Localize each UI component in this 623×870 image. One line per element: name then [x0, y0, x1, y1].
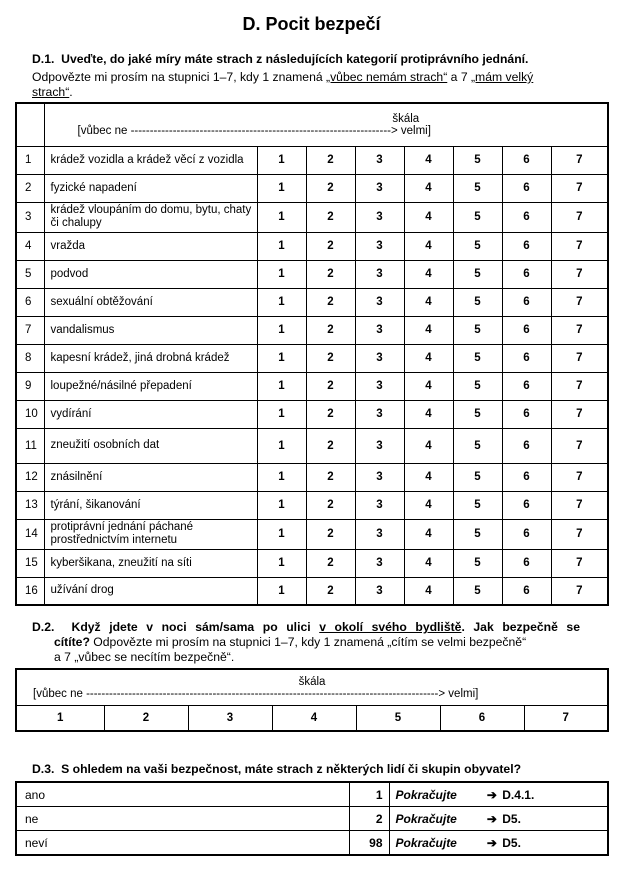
scale-option-6[interactable]: 6: [440, 705, 524, 731]
scale-option-3[interactable]: 3: [355, 344, 404, 372]
table-row: [16, 174, 608, 202]
continue-label: Pokračujte: [395, 835, 457, 850]
d3-table: [15, 781, 609, 856]
scale-option-2[interactable]: 2: [306, 288, 355, 316]
scale-option-4[interactable]: 4: [404, 232, 453, 260]
scale-option-7[interactable]: 7: [551, 400, 608, 428]
row-label: loupežné/násilné přepadení: [44, 372, 257, 400]
scale-option-2[interactable]: 2: [306, 316, 355, 344]
scale-option-3[interactable]: 3: [355, 260, 404, 288]
scale-option-7[interactable]: 7: [551, 146, 608, 174]
scale-option-4[interactable]: 4: [404, 491, 453, 519]
table-row: [16, 491, 608, 519]
scale-option-3[interactable]: 3: [355, 463, 404, 491]
scale-option-1[interactable]: 1: [257, 549, 306, 577]
row-number: 11: [16, 428, 44, 463]
scale-option-4[interactable]: 4: [404, 400, 453, 428]
scale-option-6[interactable]: 6: [502, 202, 551, 232]
table-row: [16, 463, 608, 491]
scale-option-5[interactable]: 5: [453, 577, 502, 605]
scale-option-3[interactable]: 3: [355, 577, 404, 605]
scale-option-6[interactable]: 6: [502, 519, 551, 549]
arrow-right-icon: ➔: [486, 835, 497, 850]
scale-option-2[interactable]: 2: [306, 577, 355, 605]
row-number: 8: [16, 344, 44, 372]
d2-scale-row: [16, 705, 608, 731]
scale-option-2[interactable]: 2: [306, 463, 355, 491]
row-number: 3: [16, 202, 44, 232]
scale-option-6[interactable]: 6: [502, 491, 551, 519]
row-label: týrání, šikanování: [44, 491, 257, 519]
scale-option-3[interactable]: 3: [355, 202, 404, 232]
scale-option-1[interactable]: 1: [257, 260, 306, 288]
row-number: 10: [16, 400, 44, 428]
d1-instructions: [32, 70, 592, 85]
scale-option-6[interactable]: 6: [502, 428, 551, 463]
scale-option-5[interactable]: 5: [453, 316, 502, 344]
answer-code[interactable]: 98: [349, 831, 389, 856]
d3-rows: [16, 782, 608, 855]
table-row: [16, 549, 608, 577]
goto-target: D5.: [502, 811, 521, 826]
d3-number: D.3.: [32, 762, 55, 776]
row-label: fyzické napadení: [44, 174, 257, 202]
scale-option-1[interactable]: 1: [257, 400, 306, 428]
scale-option-5[interactable]: 5: [453, 463, 502, 491]
scale-option-5[interactable]: 5: [453, 344, 502, 372]
scale-option-1[interactable]: 1: [257, 202, 306, 232]
answer-row[interactable]: [16, 831, 608, 856]
scale-option-6[interactable]: 6: [502, 146, 551, 174]
scale-option-4[interactable]: 4: [404, 288, 453, 316]
scale-option-5[interactable]: 5: [453, 146, 502, 174]
row-label: kapesní krádež, jiná drobná krádež: [44, 344, 257, 372]
d1-instr-part: a 7: [447, 70, 471, 84]
scale-option-1[interactable]: 1: [257, 146, 306, 174]
continue-instruction: [389, 831, 608, 856]
d3-question: [32, 762, 602, 777]
scale-option-6[interactable]: 6: [502, 344, 551, 372]
scale-option-5[interactable]: 5: [453, 288, 502, 316]
row-number: 12: [16, 463, 44, 491]
row-number: 6: [16, 288, 44, 316]
d2-number: D.2.: [32, 620, 55, 634]
table-row: [16, 400, 608, 428]
scale-option-4[interactable]: 4: [272, 705, 356, 731]
scale-option-7[interactable]: 7: [551, 232, 608, 260]
scale-option-1[interactable]: 1: [257, 428, 306, 463]
scale-option-1[interactable]: 1: [257, 316, 306, 344]
answer-option: ano: [16, 782, 349, 807]
d1-instructions-line2: [32, 85, 592, 100]
scale-option-6[interactable]: 6: [502, 288, 551, 316]
row-label: užívání drog: [44, 577, 257, 605]
d1-scale-line: [vůbec ne --------------------------------------------------------------------> velmi]: [77, 124, 431, 137]
d1-instr-part: .: [69, 85, 73, 99]
d1-rows: [16, 146, 608, 605]
scale-option-7[interactable]: 7: [551, 428, 608, 463]
scale-option-4[interactable]: 4: [404, 146, 453, 174]
continue-instruction: [389, 782, 608, 807]
scale-option-1[interactable]: 1: [257, 577, 306, 605]
scale-option-4[interactable]: 4: [404, 463, 453, 491]
row-label: vandalismus: [44, 316, 257, 344]
answer-row[interactable]: [16, 782, 608, 807]
row-label: krádež vloupáním do domu, bytu, chaty či chalupy: [44, 202, 257, 232]
d2-question-underlined: v okolí svého bydliště: [319, 620, 462, 634]
scale-option-5[interactable]: 5: [453, 400, 502, 428]
continue-label: Pokračujte: [395, 811, 457, 826]
scale-option-2[interactable]: 2: [306, 232, 355, 260]
arrow-right-icon: ➔: [486, 787, 497, 802]
row-label: sexuální obtěžování: [44, 288, 257, 316]
table-row: [16, 146, 608, 174]
scale-option-6[interactable]: 6: [502, 232, 551, 260]
d3-question-text: S ohledem na vaši bezpečnost, máte strach z některých lidí či skupin obyvatel?: [61, 762, 522, 776]
d1-instr-underlined: „mám velký: [470, 70, 534, 84]
scale-option-3[interactable]: 3: [355, 491, 404, 519]
scale-option-3[interactable]: 3: [355, 288, 404, 316]
scale-option-3[interactable]: 3: [355, 372, 404, 400]
scale-option-4[interactable]: 4: [404, 344, 453, 372]
row-number: 14: [16, 519, 44, 549]
section-title: D. Pocit bezpečí: [242, 14, 381, 34]
scale-option-1[interactable]: 1: [16, 705, 104, 731]
scale-option-3[interactable]: 3: [355, 174, 404, 202]
row-label: krádež vozidla a krádež věcí z vozidla: [44, 146, 257, 174]
scale-option-4[interactable]: 4: [404, 174, 453, 202]
scale-option-6[interactable]: 6: [502, 549, 551, 577]
d2-question: [32, 620, 580, 635]
scale-option-2[interactable]: 2: [306, 202, 355, 232]
scale-option-7[interactable]: 7: [551, 491, 608, 519]
scale-option-6[interactable]: 6: [502, 372, 551, 400]
scale-option-6[interactable]: 6: [502, 316, 551, 344]
scale-option-6[interactable]: 6: [502, 577, 551, 605]
scale-option-2[interactable]: 2: [306, 491, 355, 519]
goto-target: D5.: [502, 835, 521, 850]
d2-question-part: cítíte?: [54, 635, 90, 649]
scale-option-1[interactable]: 1: [257, 463, 306, 491]
scale-option-2[interactable]: 2: [306, 519, 355, 549]
scale-option-3[interactable]: 3: [355, 428, 404, 463]
d1-number: D.1.: [32, 52, 55, 66]
scale-option-1[interactable]: 1: [257, 519, 306, 549]
table-row: [16, 519, 608, 549]
row-label: podvod: [44, 260, 257, 288]
table-row: [16, 260, 608, 288]
scale-option-5[interactable]: 5: [453, 174, 502, 202]
scale-option-5[interactable]: 5: [453, 260, 502, 288]
scale-option-4[interactable]: 4: [404, 577, 453, 605]
d1-question-text: Uveďte, do jaké míry máte strach z následujících kategorií protiprávního jednání.: [61, 52, 529, 66]
d2-question-part: . Jak bezpečně se: [461, 620, 580, 634]
scale-option-5[interactable]: 5: [453, 232, 502, 260]
scale-option-5[interactable]: 5: [453, 491, 502, 519]
d2-question-part: Když jdete v noci sám/sama po ulici: [71, 620, 320, 634]
scale-option-1[interactable]: 1: [257, 491, 306, 519]
scale-option-4[interactable]: 4: [404, 316, 453, 344]
answer-option: ne: [16, 807, 349, 831]
scale-option-7[interactable]: 7: [551, 202, 608, 232]
scale-option-3[interactable]: 3: [355, 146, 404, 174]
table-row: [16, 232, 608, 260]
table-row: [16, 577, 608, 605]
continue-label: Pokračujte: [395, 787, 457, 802]
scale-option-6[interactable]: 6: [502, 400, 551, 428]
scale-option-7[interactable]: 7: [551, 260, 608, 288]
d2-scale-title: škála: [298, 676, 326, 689]
scale-option-2[interactable]: 2: [306, 174, 355, 202]
scale-option-5[interactable]: 5: [453, 519, 502, 549]
scale-option-3[interactable]: 3: [355, 400, 404, 428]
d1-instr-underlined: strach“: [32, 85, 70, 99]
scale-option-2[interactable]: 2: [306, 260, 355, 288]
row-label: zneužití osobních dat: [44, 428, 257, 463]
scale-option-7[interactable]: 7: [551, 174, 608, 202]
answer-option: neví: [16, 831, 349, 856]
scale-option-2[interactable]: 2: [306, 549, 355, 577]
scale-option-4[interactable]: 4: [404, 372, 453, 400]
scale-option-5[interactable]: 5: [453, 372, 502, 400]
scale-option-5[interactable]: 5: [356, 705, 440, 731]
goto-target: D.4.1.: [502, 787, 535, 802]
row-number: 13: [16, 491, 44, 519]
table-row: [16, 372, 608, 400]
d2-instr-part: Odpovězte mi prosím na stupnici 1–7, kdy 1 znamená „cítím se velmi bezpečně“: [89, 635, 527, 649]
d1-instr-part: Odpovězte mi prosím na stupnici 1–7, kdy 1 znamená: [32, 70, 327, 84]
row-label: protiprávní jednání páchané prostřednictvím internetu: [44, 519, 257, 549]
scale-option-2[interactable]: 2: [306, 146, 355, 174]
row-number: 4: [16, 232, 44, 260]
row-label: kyberšikana, zneužití na síti: [44, 549, 257, 577]
answer-code[interactable]: 2: [349, 807, 389, 831]
continue-instruction: [389, 807, 608, 831]
header-empty-cell: [16, 103, 44, 146]
scale-option-6[interactable]: 6: [502, 260, 551, 288]
row-label: vydírání: [44, 400, 257, 428]
scale-option-4[interactable]: 4: [404, 260, 453, 288]
row-number: 15: [16, 549, 44, 577]
d1-question: [32, 52, 592, 67]
scale-option-7[interactable]: 7: [551, 372, 608, 400]
scale-option-4[interactable]: 4: [404, 519, 453, 549]
d2-instructions-line2: a 7 „vůbec se necítím bezpečně“.: [54, 650, 235, 664]
d2-instructions: [54, 635, 594, 650]
scale-option-7[interactable]: 7: [551, 344, 608, 372]
scale-option-6[interactable]: 6: [502, 174, 551, 202]
scale-option-4[interactable]: 4: [404, 549, 453, 577]
scale-option-3[interactable]: 3: [355, 519, 404, 549]
arrow-right-icon: ➔: [486, 811, 497, 826]
scale-option-5[interactable]: 5: [453, 549, 502, 577]
table-row: [16, 316, 608, 344]
d2-table: [15, 668, 609, 732]
scale-option-2[interactable]: 2: [306, 372, 355, 400]
scale-option-6[interactable]: 6: [502, 463, 551, 491]
scale-option-1[interactable]: 1: [257, 232, 306, 260]
scale-option-2[interactable]: 2: [104, 705, 188, 731]
scale-option-7[interactable]: 7: [551, 288, 608, 316]
scale-option-7[interactable]: 7: [551, 463, 608, 491]
table-row: [16, 344, 608, 372]
d2-scale-line: [vůbec ne --------------------------------------------------------------------------------------------> velmi]: [33, 688, 479, 701]
scale-option-3[interactable]: 3: [355, 549, 404, 577]
scale-option-7[interactable]: 7: [551, 519, 608, 549]
scale-option-2[interactable]: 2: [306, 344, 355, 372]
scale-option-3[interactable]: 3: [188, 705, 272, 731]
scale-option-7[interactable]: 7: [524, 705, 608, 731]
scale-option-3[interactable]: 3: [355, 316, 404, 344]
scale-option-1[interactable]: 1: [257, 288, 306, 316]
row-label: vražda: [44, 232, 257, 260]
row-label: znásilnění: [44, 463, 257, 491]
scale-option-4[interactable]: 4: [404, 202, 453, 232]
scale-option-1[interactable]: 1: [257, 344, 306, 372]
d2-scale-header: [16, 669, 608, 705]
scale-option-5[interactable]: 5: [453, 202, 502, 232]
d1-table: [15, 102, 609, 606]
table-row: [16, 288, 608, 316]
scale-option-7[interactable]: 7: [551, 549, 608, 577]
scale-option-1[interactable]: 1: [257, 372, 306, 400]
d1-scale-header: [44, 103, 608, 146]
row-number: 5: [16, 260, 44, 288]
table-row: [16, 428, 608, 463]
answer-code[interactable]: 1: [349, 782, 389, 807]
scale-option-7[interactable]: 7: [551, 316, 608, 344]
row-number: 9: [16, 372, 44, 400]
scale-option-3[interactable]: 3: [355, 232, 404, 260]
scale-option-2[interactable]: 2: [306, 400, 355, 428]
d1-instr-underlined: „vůbec nemám strach“: [326, 70, 448, 84]
row-number: 7: [16, 316, 44, 344]
scale-option-1[interactable]: 1: [257, 174, 306, 202]
scale-option-2[interactable]: 2: [306, 428, 355, 463]
scale-option-7[interactable]: 7: [551, 577, 608, 605]
scale-option-5[interactable]: 5: [453, 428, 502, 463]
table-row: [16, 202, 608, 232]
d1-scale-title: škála: [392, 112, 420, 125]
row-number: 1: [16, 146, 44, 174]
row-number: 16: [16, 577, 44, 605]
row-number: 2: [16, 174, 44, 202]
answer-row[interactable]: [16, 807, 608, 831]
scale-option-4[interactable]: 4: [404, 428, 453, 463]
